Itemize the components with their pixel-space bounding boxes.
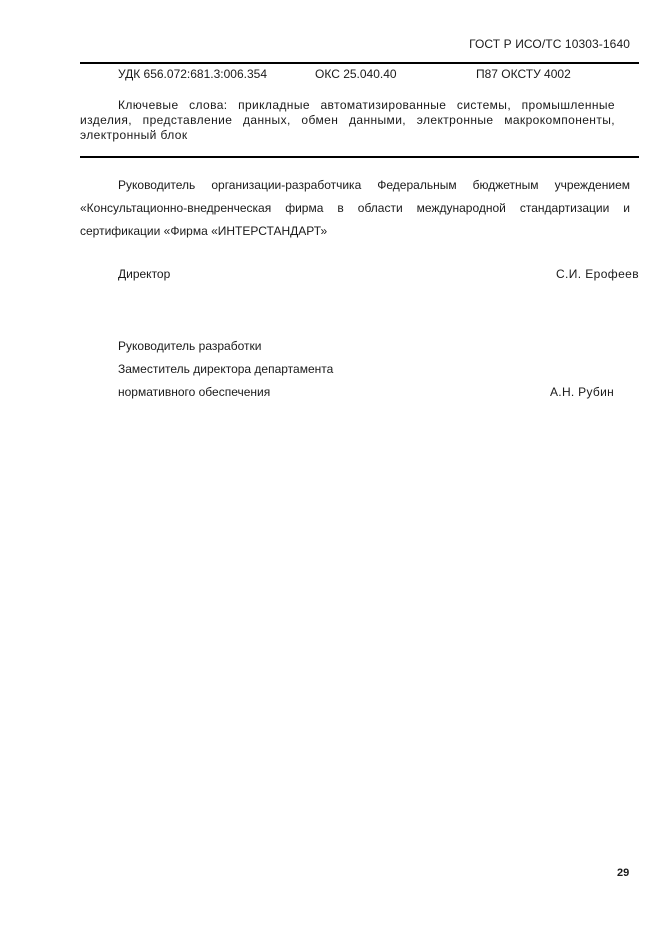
- director-name: С.И. Ерофеев: [555, 267, 639, 281]
- department-name: нормативного обеспечения: [118, 385, 271, 399]
- deputy-director-title: Заместитель директора департамента: [118, 362, 334, 376]
- okstu-code: П87 ОКСТУ 4002: [476, 67, 571, 81]
- document-code: ГОСТ Р ИСО/ТС 10303-1640: [469, 37, 630, 51]
- organization-paragraph: Руководитель организации-разработчика Федеральным бюджетным учреждением «Консультационно-внедренческая фирма в области международной стандартизации и сертификации «Фирма «ИНТЕРСТАНДАРТ»: [80, 178, 630, 238]
- director-role: Директор: [118, 267, 171, 281]
- bottom-rule: [80, 156, 639, 158]
- keywords-paragraph: Ключевые слова: прикладные автоматизированные системы, промышленные изделия, представление данных, обмен данными, электронные макрокомпоненты, электронный блок: [80, 98, 615, 142]
- oks-code: ОКС 25.040.40: [315, 67, 397, 81]
- development-lead-name: А.Н. Рубин: [550, 385, 615, 399]
- udk-code: УДК 656.072:681.3:006.354: [118, 67, 267, 81]
- development-lead-block: [118, 335, 618, 404]
- development-lead-title: Руководитель разработки: [118, 339, 262, 353]
- page-number: 29: [617, 867, 630, 879]
- top-rule: [80, 62, 639, 64]
